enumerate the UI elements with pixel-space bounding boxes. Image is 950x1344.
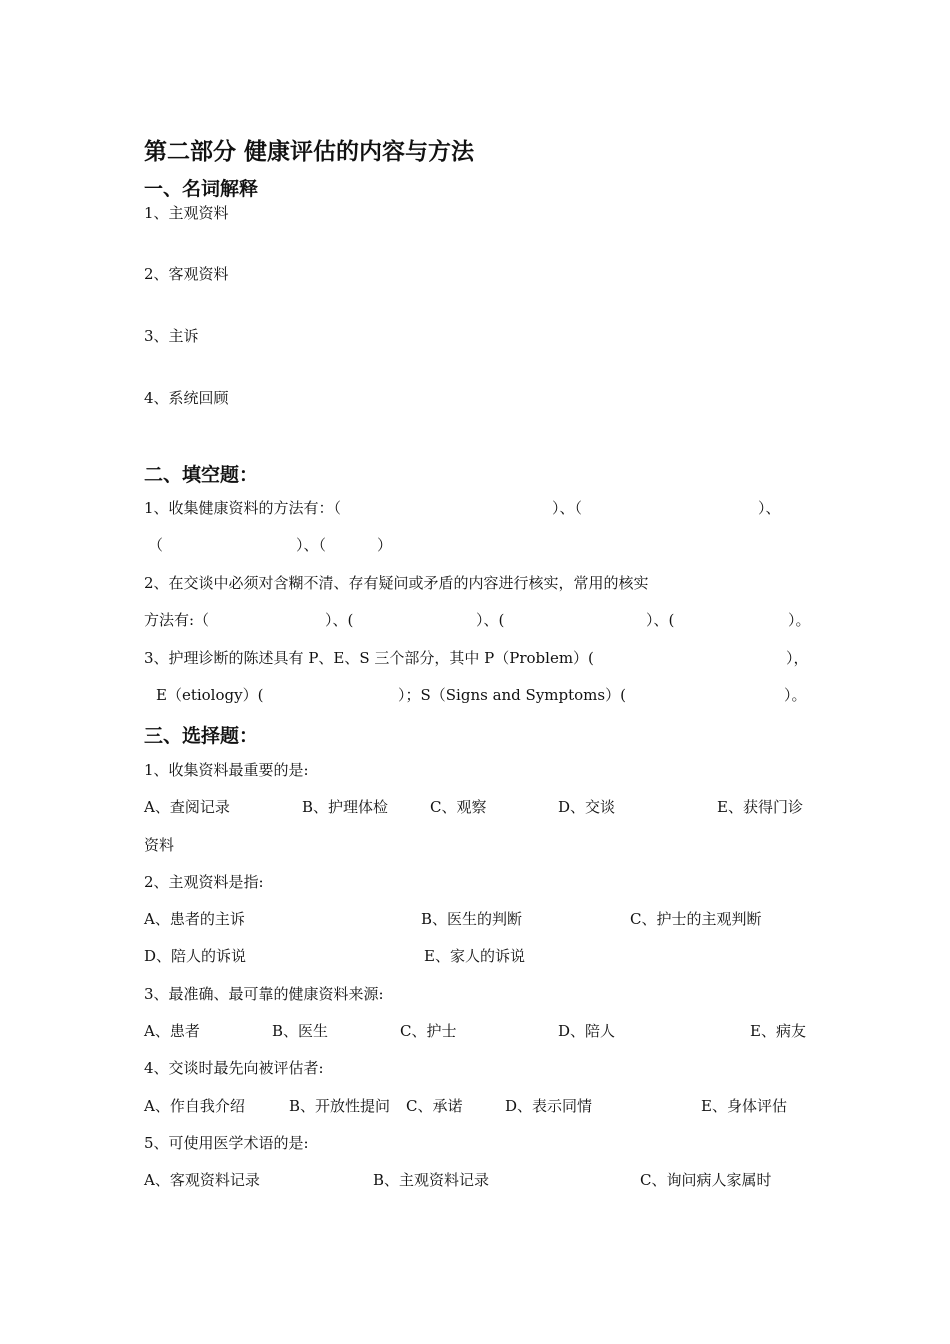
- choice-question-4-stem: 4、交谈时最先向被评估者:: [144, 1059, 324, 1077]
- section-heading-fill-blank: 二、填空题：: [144, 464, 259, 486]
- choice-option: D、陪人: [558, 1022, 616, 1040]
- blank-separator: ）；S（Signs and Symptoms）(: [398, 686, 626, 704]
- fill-question-1-line-2: [144, 535, 808, 555]
- choice-option: A、查阅记录: [144, 798, 230, 816]
- choice-question-2-options-1: [144, 909, 808, 929]
- choice-option: D、陪人的诉说: [144, 947, 247, 965]
- choice-option: B、开放性提问: [289, 1097, 391, 1115]
- choice-question-2-stem: 2、主观资料是指:: [144, 873, 264, 891]
- section-heading-definitions: 一、名词解释: [144, 178, 259, 200]
- definition-item: 3、主诉: [144, 327, 199, 345]
- choice-option: D、交谈: [558, 798, 616, 816]
- question-text: 3、护理诊断的陈述具有 P、E、S 三个部分，其中 P（Problem）(: [144, 649, 594, 667]
- fill-question-3-line-1: [144, 648, 808, 668]
- blank-separator: ）、(: [646, 611, 675, 629]
- choice-option: A、客观资料记录: [144, 1171, 260, 1189]
- blank-separator: ）、(: [325, 611, 354, 629]
- choice-option-wrap: 资料: [144, 836, 175, 854]
- choice-option: C、护士的主观判断: [630, 910, 762, 928]
- blank-separator: ）、（: [552, 499, 583, 517]
- choice-question-5-stem: 5、可使用医学术语的是:: [144, 1134, 309, 1152]
- question-text: 方法有:（: [144, 611, 210, 629]
- choice-question-1-options: [144, 797, 808, 817]
- choice-option: B、医生: [272, 1022, 329, 1040]
- choice-option: E、身体评估: [701, 1097, 787, 1115]
- choice-option: E、家人的诉说: [424, 947, 525, 965]
- choice-option: B、护理体检: [302, 798, 389, 816]
- question-text: 1、收集健康资料的方法有：（: [144, 499, 342, 517]
- choice-option: C、询问病人家属时: [640, 1171, 772, 1189]
- question-text: E（etiology）(: [156, 686, 264, 704]
- definition-item: 1、主观资料: [144, 204, 229, 222]
- choice-option: C、承诺: [406, 1097, 463, 1115]
- blank-separator: ）、: [758, 499, 781, 517]
- definition-item: 4、系统回顾: [144, 389, 229, 407]
- blank-separator: ），: [786, 649, 809, 667]
- blank-separator: ）: [377, 536, 393, 554]
- choice-question-3-options: [144, 1021, 808, 1041]
- choice-option: C、观察: [430, 798, 487, 816]
- blank-separator: ）。: [788, 611, 811, 629]
- choice-option: E、病友: [750, 1022, 806, 1040]
- choice-option: B、医生的判断: [421, 910, 523, 928]
- section-heading-multiple-choice: 三、选择题：: [144, 725, 259, 747]
- choice-option: C、护士: [400, 1022, 457, 1040]
- choice-question-5-options: [144, 1170, 808, 1190]
- choice-option: B、主观资料记录: [373, 1171, 490, 1189]
- definition-item: 2、客观资料: [144, 265, 229, 283]
- choice-question-4-options: [144, 1096, 808, 1116]
- choice-option: A、作自我介绍: [144, 1097, 245, 1115]
- choice-option: A、患者的主诉: [144, 910, 245, 928]
- blank-separator: ）、(: [476, 611, 505, 629]
- choice-question-3-stem: 3、最准确、最可靠的健康资料来源:: [144, 985, 384, 1003]
- fill-question-3-line-2: [144, 685, 808, 705]
- fill-question-1-line-1: [144, 498, 808, 518]
- fill-question-2-line-2: [144, 610, 811, 630]
- choice-option: A、患者: [144, 1022, 200, 1040]
- blank-separator: （: [148, 536, 164, 554]
- page-title: 第二部分 健康评估的内容与方法: [144, 139, 475, 165]
- choice-question-2-options-2: [144, 946, 808, 966]
- fill-question-2-line-1: 2、在交谈中必须对含糊不清、存有疑问或矛盾的内容进行核实，常用的核实: [144, 574, 649, 592]
- choice-option: E、获得门诊: [717, 798, 803, 816]
- blank-separator: ）、（: [296, 536, 327, 554]
- choice-option: D、表示同情: [505, 1097, 593, 1115]
- choice-question-1-stem: 1、收集资料最重要的是:: [144, 761, 309, 779]
- blank-separator: ）。: [784, 686, 807, 704]
